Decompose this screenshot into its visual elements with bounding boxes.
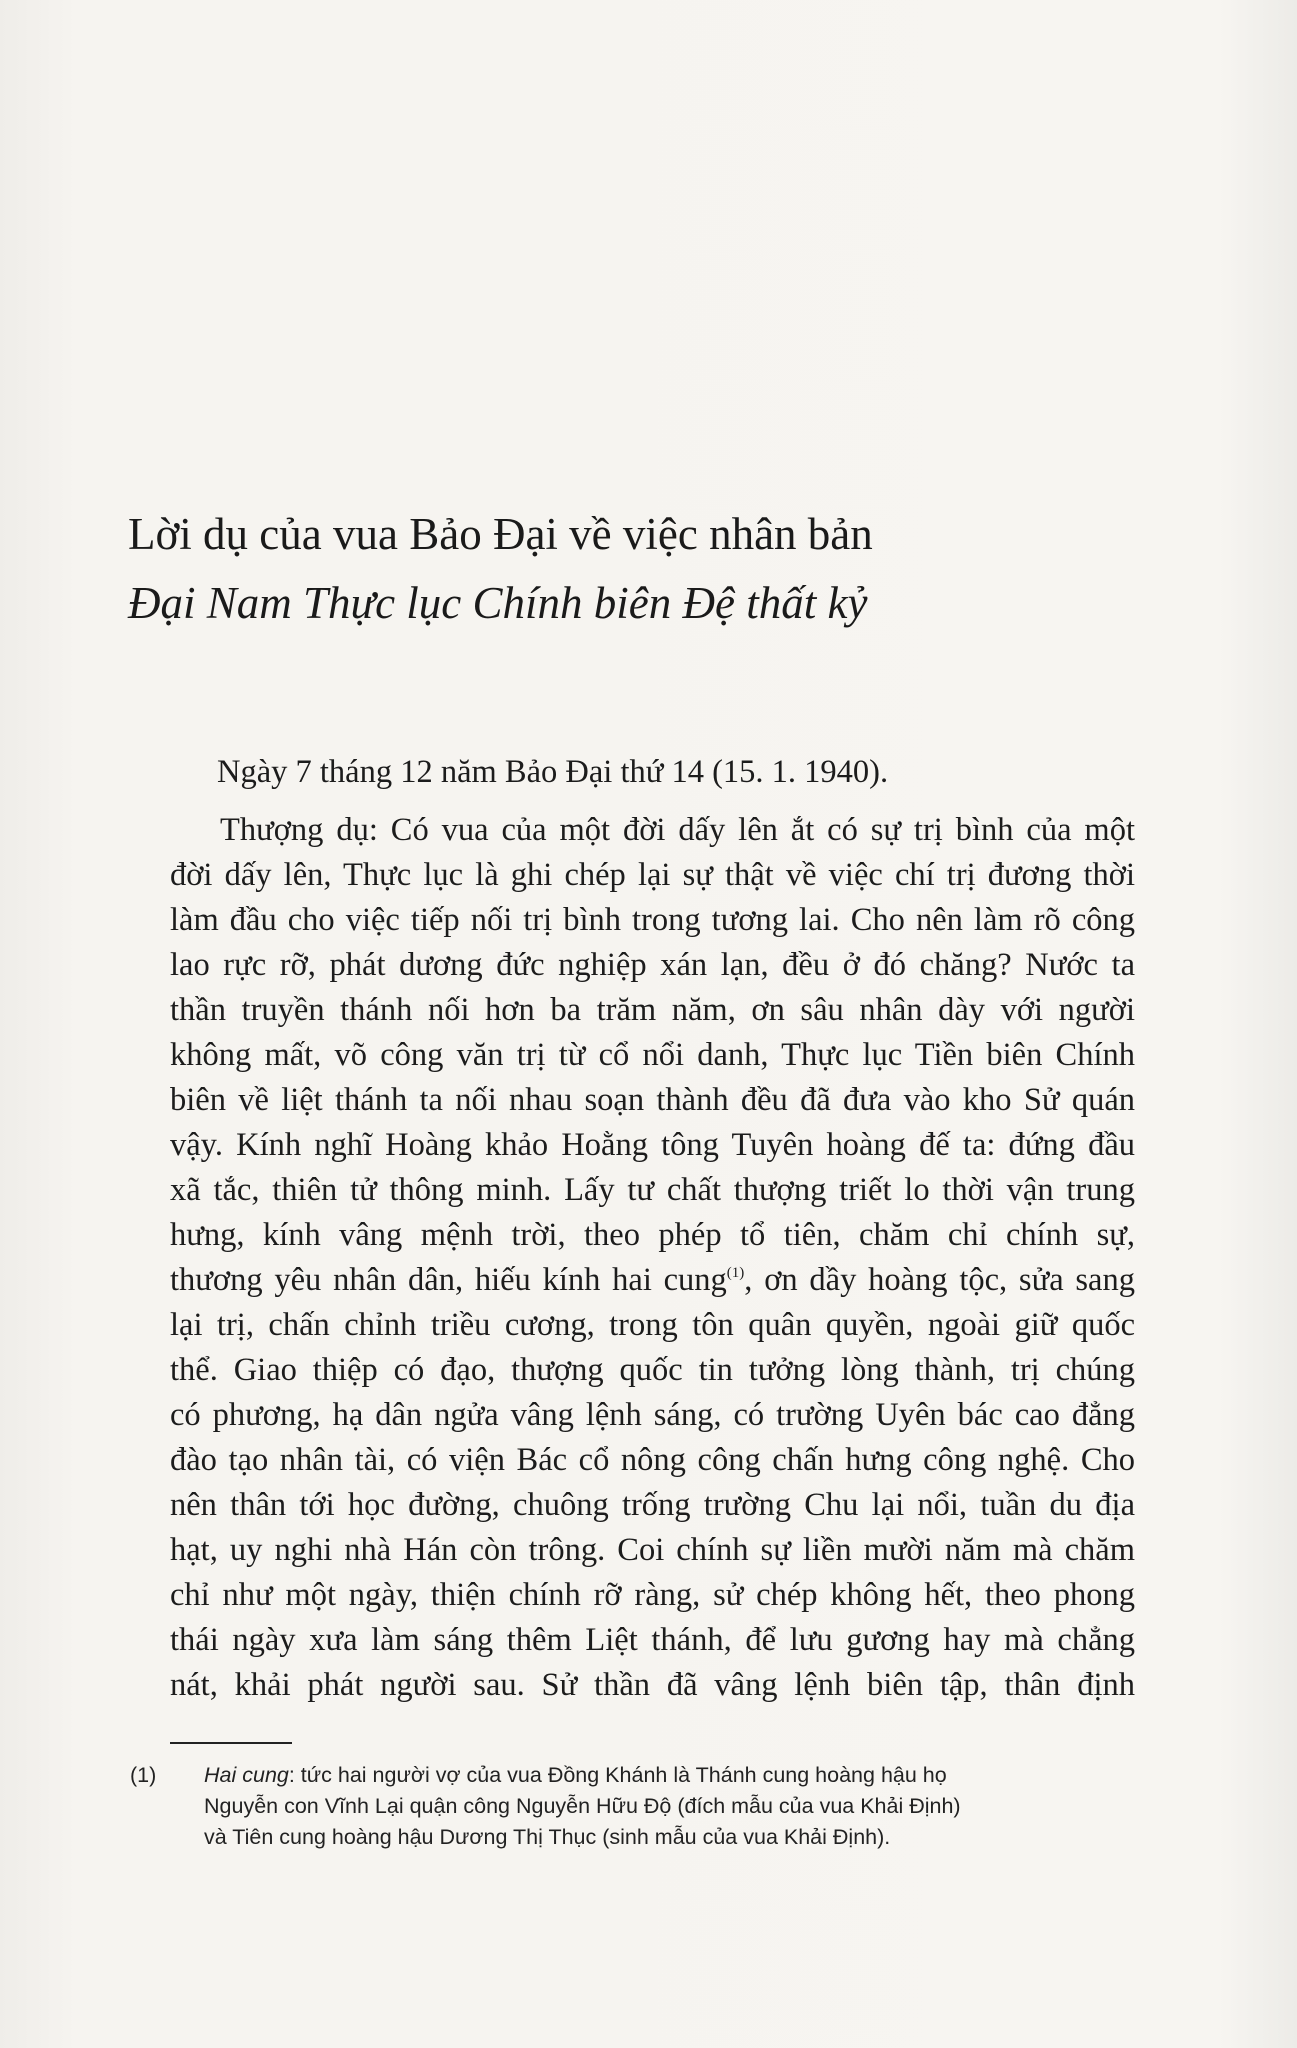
body-line-with-footnote-ref <box>170 1258 1135 1303</box>
body-line: xã tắc, thiên tử thông minh. Lấy tư chất thượng triết lo thời vận trung <box>170 1172 1135 1208</box>
body-line: có phương, hạ dân ngửa vâng lệnh sáng, có trường Uyên bác cao đẳng <box>170 1397 1135 1433</box>
footnote-divider <box>170 1742 292 1744</box>
footnote-line-rest: : tức hai người vợ của vua Đồng Khánh là Thánh cung hoàng hậu họ <box>288 1763 947 1787</box>
footnote-reference[interactable]: (1) <box>726 1265 745 1281</box>
footnote-text <box>204 1760 1140 1853</box>
footnote-line: Nguyễn con Vĩnh Lại quận công Nguyễn Hữu Độ (đích mẫu của vua Khải Định) <box>204 1794 961 1818</box>
title-line-1: Lời dụ của vua Bảo Đại về việc nhân bản <box>128 509 873 559</box>
body-line: chỉ như một ngày, thiện chính rỡ ràng, sử chép không hết, theo phong <box>170 1577 1135 1613</box>
body-line: thái ngày xưa làm sáng thêm Liệt thánh, để lưu gương hay mà chẳng <box>170 1622 1135 1658</box>
body-line: không mất, võ công văn trị từ cổ nổi danh, Thực lục Tiền biên Chính <box>170 1037 1135 1073</box>
body-line: nên thân tới học đường, chuông trống trường Chu lại nổi, tuần du địa <box>170 1487 1135 1523</box>
body-line: Thượng dụ: Có vua của một đời dấy lên ắt có sự trị bình của một <box>220 812 1135 848</box>
date-line: Ngày 7 tháng 12 năm Bảo Đại thứ 14 (15. 1. 1940). <box>217 754 889 790</box>
body-line: thần truyền thánh nối hơn ba trăm năm, ơn sâu nhân dày với người <box>170 992 1135 1028</box>
body-paragraph <box>170 808 1135 1708</box>
footnote-number: (1) <box>130 1763 157 1787</box>
body-line: vậy. Kính nghĩ Hoàng khảo Hoằng tông Tuyên hoàng đế ta: đứng đầu <box>170 1127 1135 1163</box>
body-line-tail: , ơn dầy hoàng tộc, sửa sang <box>744 1262 1135 1298</box>
footnote-line <box>204 1760 1140 1791</box>
body-line: hạt, uy nghi nhà Hán còn trông. Coi chính sự liền mười năm mà chăm <box>170 1532 1135 1568</box>
footnote-term: Hai cung <box>204 1763 289 1787</box>
body-line: nát, khải phát người sau. Sử thần đã vâng lệnh biên tập, thân định <box>170 1667 1135 1703</box>
body-line-head: thương yêu nhân dân, hiếu kính hai cung <box>170 1262 727 1298</box>
body-line: lao rực rỡ, phát dương đức nghiệp xán lạn, đều ở đó chăng? Nước ta <box>170 947 1135 983</box>
body-line: đào tạo nhân tài, có viện Bác cổ nông công chấn hưng công nghệ. Cho <box>170 1442 1135 1478</box>
body-line: làm đầu cho việc tiếp nối trị bình trong tương lai. Cho nên làm rõ công <box>170 902 1135 938</box>
body-line: thể. Giao thiệp có đạo, thượng quốc tin tưởng lòng thành, trị chúng <box>170 1352 1135 1388</box>
body-line: đời dấy lên, Thực lục là ghi chép lại sự thật về việc chí trị đương thời <box>170 857 1135 893</box>
page-title <box>128 500 1178 638</box>
footnote-line: và Tiên cung hoàng hậu Dương Thị Thục (sinh mẫu của vua Khải Định). <box>204 1825 891 1849</box>
title-line-2-italic: Đại Nam Thực lục Chính biên Đệ thất kỷ <box>128 578 868 628</box>
body-line: biên về liệt thánh ta nối nhau soạn thành đều đã đưa vào kho Sử quán <box>170 1082 1135 1118</box>
body-line: hưng, kính vâng mệnh trời, theo phép tổ tiên, chăm chỉ chính sự, <box>170 1217 1135 1253</box>
body-line: lại trị, chấn chỉnh triều cương, trong tôn quân quyền, ngoài giữ quốc <box>170 1307 1135 1343</box>
